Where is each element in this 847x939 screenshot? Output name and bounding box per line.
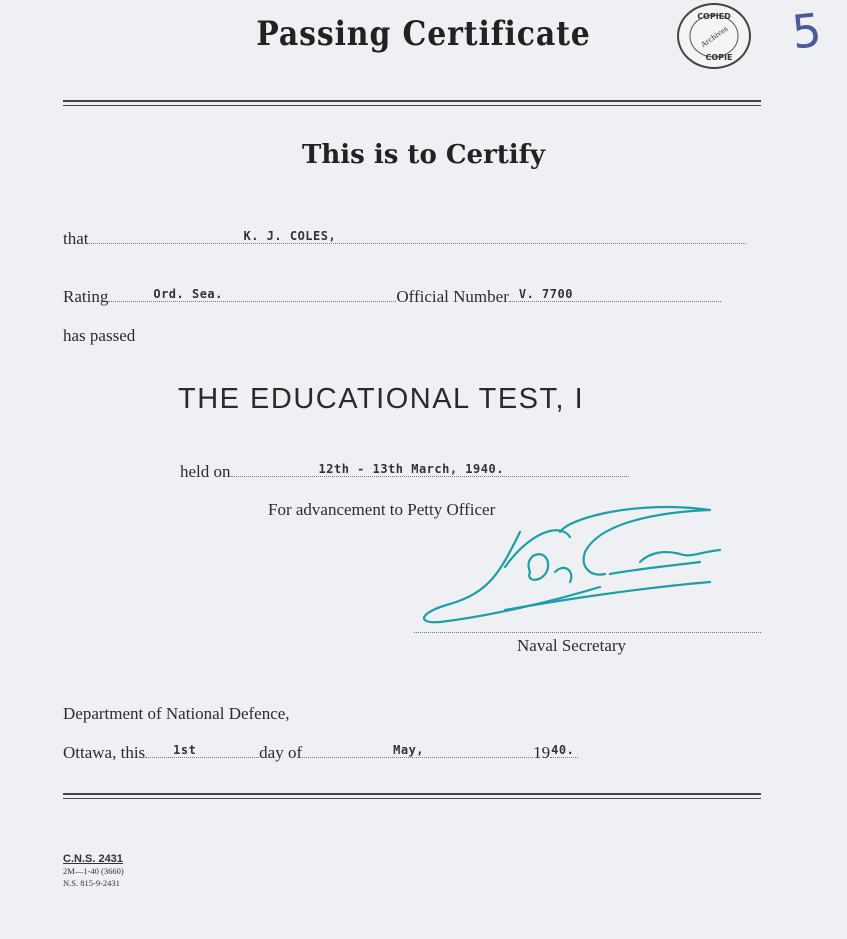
held-on-label: held on: [180, 462, 231, 481]
day-of-label: day of: [259, 743, 303, 762]
ns-code: N.S. 815-9-2431: [63, 878, 120, 888]
svg-text:Archives: Archives: [699, 24, 730, 49]
certify-heading: This is to Certify: [302, 140, 545, 170]
ottawa-label: Ottawa, this: [63, 743, 146, 762]
day-dotted-line: [145, 743, 259, 758]
year-prefix: 19: [533, 743, 551, 762]
month-dotted-line: [302, 743, 533, 758]
year-suffix: 40.: [551, 743, 575, 757]
that-label: that: [63, 229, 89, 248]
held-on-date: 12th - 13th March, 1940.: [318, 462, 504, 476]
official-number-label: Official Number: [396, 287, 509, 306]
rating-label: Rating: [63, 287, 109, 306]
recipient-name: K. J. COLES,: [243, 229, 337, 243]
rating-dotted-line: [108, 287, 396, 302]
held-on-row: [180, 462, 629, 482]
year-dotted-line: [550, 743, 578, 758]
document-title: Passing Certificate: [256, 14, 591, 54]
bottom-double-rule: [63, 793, 761, 799]
name-row: [63, 229, 746, 249]
issue-date-row: [63, 743, 578, 763]
official-number-dotted-line: [509, 287, 721, 302]
rating-value: Ord. Sea.: [153, 287, 223, 301]
svg-text:COPIED: COPIED: [697, 12, 731, 21]
department-text: Department of National Defence,: [63, 704, 290, 723]
purpose-text: For advancement to Petty Officer: [268, 500, 496, 519]
signatory-title: Naval Secretary: [517, 636, 627, 655]
page-number: 5: [789, 2, 825, 60]
official-number-value: V. 7700: [518, 287, 573, 301]
form-codes: [63, 853, 124, 889]
copied-stamp: [677, 3, 751, 69]
signature-line: [414, 632, 761, 633]
stamp-seal-icon: [679, 5, 749, 67]
issue-day: 1st: [173, 743, 197, 757]
form-code: C.N.S. 2431: [63, 853, 123, 865]
issue-month: May,: [393, 743, 425, 757]
name-dotted-line: [89, 229, 746, 244]
held-on-dotted-line: [231, 462, 629, 477]
signature-image: [410, 492, 740, 632]
svg-text:COPIE: COPIE: [705, 53, 733, 62]
top-double-rule: [63, 100, 761, 106]
print-code: 2M—1-40 (3660): [63, 866, 124, 876]
rating-row: [63, 287, 721, 307]
test-name: THE EDUCATIONAL TEST, I: [178, 383, 585, 415]
has-passed-text: has passed: [63, 326, 136, 345]
